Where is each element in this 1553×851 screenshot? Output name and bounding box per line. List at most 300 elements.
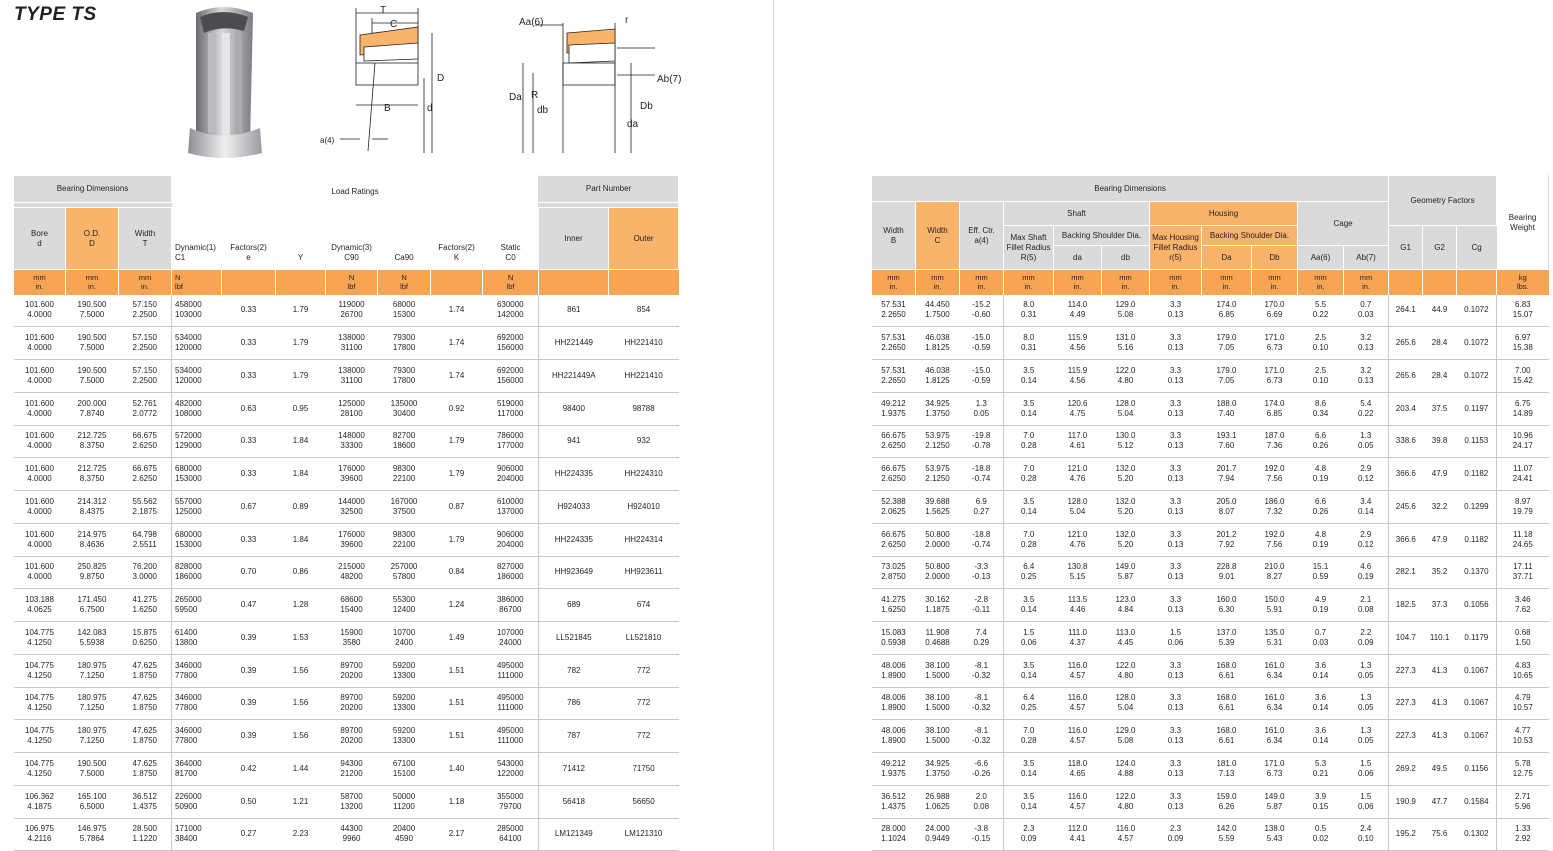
table-cell: 3.3 0.13 [1150,556,1202,589]
table-cell: 1.84 [276,425,326,458]
right-unit-cell: kg lbs. [1497,270,1549,295]
table-cell: 44.450 1.7500 [916,295,960,327]
table-cell: 1.56 [276,654,326,687]
table-cell: 114.0 4.49 [1054,295,1102,327]
col-bore: Bore d [14,208,66,270]
table-cell: 190.500 7.5000 [66,360,119,393]
table-cell: 4.8 0.19 [1298,458,1344,491]
table-cell: 47.625 1.8750 [119,654,172,687]
table-cell: 0.1072 [1457,295,1497,327]
table-cell: 41.275 1.6250 [872,589,916,622]
table-cell: LM121310 [609,818,679,851]
table-cell: 0.7 0.03 [1298,622,1344,655]
table-cell: HH221449A [539,360,609,393]
table-cell: 201.2 7.92 [1202,523,1252,556]
table-cell: 59200 13300 [378,687,431,720]
table-cell: 101.600 4.0000 [14,392,66,425]
table-cell: 0.1156 [1457,753,1497,786]
table-cell: 3.3 0.13 [1150,392,1202,425]
table-cell: 0.33 [222,360,276,393]
table-cell: 1.84 [276,458,326,491]
table-cell: 8.6 0.34 [1298,392,1344,425]
col-max-shaft-fillet: Max Shaft Fillet Radius R(5) [1004,226,1054,270]
table-cell: 59200 13300 [378,720,431,753]
table-cell: 55.562 2.1875 [119,491,172,524]
table-cell: 3.3 0.13 [1150,589,1202,622]
table-row [14,687,679,720]
table-cell: 3.46 7.62 [1497,589,1549,622]
right-spec-table [871,175,1549,851]
table-cell: 128.0 5.04 [1102,687,1150,720]
table-cell: 167000 37500 [378,491,431,524]
table-cell: 128.0 5.04 [1102,392,1150,425]
table-cell: 68000 15300 [378,295,431,327]
table-cell: 36.512 1.4375 [119,785,172,818]
table-cell: 67100 15100 [378,753,431,786]
table-cell: 53.975 2.1250 [916,458,960,491]
table-cell: 116.0 4.57 [1102,818,1150,851]
table-cell: 122.0 4.80 [1102,360,1150,393]
label-d: d [427,103,433,114]
table-cell: 5.78 12.75 [1497,753,1549,786]
table-cell: 8.0 0.31 [1004,327,1054,360]
table-cell: 160.0 6.30 [1202,589,1252,622]
table-cell: 144000 32500 [326,491,378,524]
label-Da: Da [509,92,522,103]
col-Db-housing: Db [1252,246,1298,270]
table-cell: 44300 9960 [326,818,378,851]
header-cage: Cage [1298,202,1389,246]
table-cell: 7.0 0.28 [1004,720,1054,753]
table-cell: 1.74 [431,327,483,360]
table-cell: 495000 111000 [483,654,539,687]
table-cell: 57.150 2.2500 [119,327,172,360]
right-unit-cell: mm in. [916,270,960,295]
table-cell: 338.6 [1389,425,1423,458]
left-unit-cell [431,270,483,295]
table-cell: 1.40 [431,753,483,786]
table-cell: 2.4 0.10 [1344,818,1389,851]
table-cell: 4.6 0.19 [1344,556,1389,589]
table-row [872,425,1549,458]
table-cell: 458000 103000 [172,295,222,327]
label-r: r [625,15,629,26]
table-cell: 47.625 1.8750 [119,687,172,720]
right-unit-cell [1389,270,1423,295]
col-Da-housing: Da [1202,246,1252,270]
table-cell: 3.3 0.13 [1150,360,1202,393]
table-cell: 15.875 0.6250 [119,622,172,655]
table-cell: 205.0 8.07 [1202,491,1252,524]
table-cell: 2.23 [276,818,326,851]
table-cell: 123.0 4.84 [1102,589,1150,622]
table-cell: 3.3 0.13 [1150,720,1202,753]
table-cell: 132.0 5.20 [1102,491,1150,524]
table-cell: 212.725 8.3750 [66,458,119,491]
table-cell: 104.775 4.1250 [14,622,66,655]
table-cell: HH221410 [609,327,679,360]
table-cell: 366.6 [1389,458,1423,491]
table-cell: 20400 4590 [378,818,431,851]
table-cell: 192.0 7.56 [1252,523,1298,556]
table-cell: 50000 11200 [378,785,431,818]
table-cell: 115.9 4.56 [1054,360,1102,393]
table-cell: 41.3 [1423,720,1457,753]
table-cell: 7.00 15.42 [1497,360,1549,393]
table-cell: 5.5 0.22 [1298,295,1344,327]
header-geometry-factors: Geometry Factors [1389,176,1497,226]
table-cell: 786 [539,687,609,720]
table-cell: 168.0 6.61 [1202,687,1252,720]
table-cell: 772 [609,687,679,720]
table-cell: 104.7 [1389,622,1423,655]
table-cell: -8.1 -0.32 [960,720,1004,753]
table-cell: 6.9 0.27 [960,491,1004,524]
table-cell: 227.3 [1389,687,1423,720]
table-cell: 159.0 6.26 [1202,785,1252,818]
table-cell: 0.1370 [1457,556,1497,589]
col-dynamic-c1: Dynamic(1) C1 [172,208,222,270]
table-cell: 0.1182 [1457,523,1497,556]
table-cell: 66.675 2.6250 [872,523,916,556]
table-cell: 1.53 [276,622,326,655]
table-cell: 89700 20200 [326,687,378,720]
table-cell: 181.0 7.13 [1202,753,1252,786]
cross-section-drawing-left [320,3,450,158]
table-cell: 1.3 0.05 [1344,654,1389,687]
col-factor-y: Y [276,208,326,270]
table-cell: 57.150 2.2500 [119,295,172,327]
table-cell: 772 [609,654,679,687]
table-cell: 131.0 5.16 [1102,327,1150,360]
table-cell: 28.000 1.1024 [872,818,916,851]
table-cell: -19.8 -0.78 [960,425,1004,458]
table-cell: 119000 26700 [326,295,378,327]
table-cell: 146.975 5.7864 [66,818,119,851]
left-unit-cell [276,270,326,295]
table-row [14,425,679,458]
table-cell: 28.4 [1423,360,1457,393]
table-cell: 4.8 0.19 [1298,523,1344,556]
col-backing-shaft: Backing Shoulder Dia. [1054,226,1150,246]
table-cell: -3.3 -0.13 [960,556,1004,589]
table-cell: 171.0 6.73 [1252,753,1298,786]
table-row [14,491,679,524]
table-cell: 519000 117000 [483,392,539,425]
table-cell: 3.5 0.14 [1004,654,1054,687]
table-cell: 534000 120000 [172,327,222,360]
table-cell: 0.95 [276,392,326,425]
table-cell: 355000 79700 [483,785,539,818]
table-cell: 210.0 8.27 [1252,556,1298,589]
table-cell: 226000 50900 [172,785,222,818]
table-cell: 138.0 5.43 [1252,818,1298,851]
table-cell: 1.3 0.05 [1344,720,1389,753]
table-cell: 39.8 [1423,425,1457,458]
table-cell: 692000 156000 [483,327,539,360]
table-cell: 188.0 7.40 [1202,392,1252,425]
table-cell: 176000 39600 [326,523,378,556]
table-row [14,589,679,622]
table-cell: -3.8 -0.15 [960,818,1004,851]
table-cell: 11.07 24.41 [1497,458,1549,491]
table-cell: 107000 24000 [483,622,539,655]
header-load-ratings: Load Ratings [172,176,539,208]
table-cell: 49.212 1.9375 [872,753,916,786]
table-cell: 610000 137000 [483,491,539,524]
table-cell: 38.100 1.5000 [916,687,960,720]
table-cell: 125000 28100 [326,392,378,425]
table-cell: 782 [539,654,609,687]
table-cell: 186.0 7.32 [1252,491,1298,524]
table-cell: 89700 20200 [326,720,378,753]
table-cell: 0.1072 [1457,327,1497,360]
table-cell: 121.0 4.76 [1054,523,1102,556]
table-cell: 3.3 0.13 [1150,327,1202,360]
table-cell: 214.312 8.4375 [66,491,119,524]
left-unit-cell: mm in. [66,270,119,295]
table-cell: 0.39 [222,654,276,687]
table-cell: 0.1182 [1457,458,1497,491]
table-cell: 2.9 0.12 [1344,523,1389,556]
table-cell: 228.8 9.01 [1202,556,1252,589]
table-cell: 132.0 5.20 [1102,458,1150,491]
table-row [872,523,1549,556]
table-cell: 98788 [609,392,679,425]
table-cell: 3.9 0.15 [1298,785,1344,818]
table-cell: 3.6 0.14 [1298,720,1344,753]
table-cell: 0.33 [222,295,276,327]
table-cell: 6.97 15.38 [1497,327,1549,360]
table-row [14,523,679,556]
table-cell: 265.6 [1389,360,1423,393]
table-cell: 495000 111000 [483,687,539,720]
table-cell: 104.775 4.1250 [14,654,66,687]
table-cell: 0.1197 [1457,392,1497,425]
table-cell: 116.0 4.57 [1054,720,1102,753]
label-Aa: Aa(6) [519,17,544,28]
table-cell: 7.4 0.29 [960,622,1004,655]
table-cell: 1.51 [431,687,483,720]
table-cell: 1.3 0.05 [960,392,1004,425]
table-cell: 215000 48200 [326,556,378,589]
table-cell: 1.24 [431,589,483,622]
left-spec-table [13,175,679,851]
table-cell: 3.3 0.13 [1150,654,1202,687]
table-cell: 106.362 4.1875 [14,785,66,818]
table-cell: 170.0 6.69 [1252,295,1298,327]
table-cell: 0.86 [276,556,326,589]
table-row [14,753,679,786]
table-cell: 171.450 6.7500 [66,589,119,622]
table-cell: 0.42 [222,753,276,786]
table-cell: 557000 125000 [172,491,222,524]
table-cell: 47.9 [1423,523,1457,556]
table-cell: 201.7 7.94 [1202,458,1252,491]
table-cell: -6.6 -0.26 [960,753,1004,786]
table-cell: 265000 59500 [172,589,222,622]
table-cell: 73.025 2.8750 [872,556,916,589]
table-row [872,785,1549,818]
table-cell: 1.79 [431,523,483,556]
table-cell: 264.1 [1389,295,1423,327]
table-cell: 15.1 0.59 [1298,556,1344,589]
table-cell: 680000 153000 [172,458,222,491]
table-cell: 7.0 0.28 [1004,458,1054,491]
table-cell: 165.100 6.5000 [66,785,119,818]
table-cell: 1.18 [431,785,483,818]
table-cell: 46.038 1.8125 [916,360,960,393]
table-cell: 190.500 7.5000 [66,295,119,327]
table-cell: 66.675 2.6250 [119,458,172,491]
left-unit-cell: N lbf [378,270,431,295]
right-unit-cell: mm in. [1150,270,1202,295]
table-cell: 2.9 0.12 [1344,458,1389,491]
col-ab: Ab(7) [1344,246,1389,270]
table-cell: HH224335 [539,458,609,491]
table-cell: LL521810 [609,622,679,655]
col-eff-ctr: Eff. Ctr. a(4) [960,202,1004,270]
table-cell: 104.775 4.1250 [14,753,66,786]
table-cell: 1.56 [276,687,326,720]
table-cell: 79300 17800 [378,360,431,393]
table-cell: 346000 77800 [172,687,222,720]
table-cell: 38.100 1.5000 [916,720,960,753]
table-cell: 1.3 0.05 [1344,687,1389,720]
table-cell: 111.0 4.37 [1054,622,1102,655]
table-cell: 1.51 [431,720,483,753]
header-bearing-dimensions: Bearing Dimensions [14,176,172,203]
table-cell: 46.038 1.8125 [916,327,960,360]
header-bearing-dimensions-right: Bearing Dimensions [872,176,1389,202]
right-units-row [872,270,1549,295]
table-cell: 52.388 2.0625 [872,491,916,524]
table-cell: 861 [539,295,609,327]
table-cell: 41.3 [1423,687,1457,720]
table-cell: HH221410 [609,360,679,393]
table-cell: 787 [539,720,609,753]
table-cell: 1.44 [276,753,326,786]
table-cell: 1.79 [276,360,326,393]
col-width: Width T [119,208,172,270]
table-cell: 906000 204000 [483,523,539,556]
table-cell: 200.000 7.8740 [66,392,119,425]
table-row [14,360,679,393]
table-cell: 76.200 3.0000 [119,556,172,589]
table-row [872,622,1549,655]
col-g2: G2 [1423,226,1457,270]
table-cell: 3.3 0.13 [1150,491,1202,524]
table-cell: 0.67 [222,491,276,524]
table-cell: 257000 57800 [378,556,431,589]
table-cell: 3.5 0.14 [1004,360,1054,393]
table-cell: 1.79 [431,458,483,491]
table-cell: 48.006 1.8900 [872,720,916,753]
table-cell: 116.0 4.57 [1054,654,1102,687]
table-cell: -18.8 -0.74 [960,458,1004,491]
col-width-b: Width B [872,202,916,270]
table-cell: 132.0 5.20 [1102,523,1150,556]
table-cell: 828000 186000 [172,556,222,589]
table-cell: 3.5 0.14 [1004,589,1054,622]
table-cell: HH923611 [609,556,679,589]
table-cell: 32.2 [1423,491,1457,524]
table-cell: 0.1067 [1457,687,1497,720]
table-cell: 28.4 [1423,327,1457,360]
col-od: O.D. D [66,208,119,270]
table-cell: 47.625 1.8750 [119,720,172,753]
table-cell: 71412 [539,753,609,786]
table-row [14,327,679,360]
table-cell: 37.3 [1423,589,1457,622]
table-cell: 543000 122000 [483,753,539,786]
table-cell: 3.6 0.14 [1298,654,1344,687]
table-cell: H924010 [609,491,679,524]
table-cell: 24.000 0.9449 [916,818,960,851]
table-row [14,818,679,851]
right-unit-cell: mm in. [1004,270,1054,295]
col-factor-e: Factors(2) e [222,208,276,270]
table-cell: 0.47 [222,589,276,622]
table-cell: 55300 12400 [378,589,431,622]
table-row [872,295,1549,327]
table-cell: 3.3 0.13 [1150,425,1202,458]
table-cell: 179.0 7.05 [1202,327,1252,360]
table-cell: 250.825 9.8750 [66,556,119,589]
table-cell: 135000 30400 [378,392,431,425]
table-cell: 101.600 4.0000 [14,458,66,491]
col-static-c0: Static C0 [483,208,539,270]
table-cell: 193.1 7.60 [1202,425,1252,458]
table-cell: 89700 20200 [326,654,378,687]
table-cell: 0.33 [222,327,276,360]
table-cell: 0.1072 [1457,360,1497,393]
table-cell: LL521845 [539,622,609,655]
table-cell: 6.75 14.89 [1497,392,1549,425]
table-cell: HH221449 [539,327,609,360]
table-cell: 129.0 5.08 [1102,295,1150,327]
left-unit-cell: N lbf [172,270,222,295]
table-cell: 190.500 7.5000 [66,753,119,786]
table-cell: 94300 21200 [326,753,378,786]
table-cell: 0.33 [222,458,276,491]
col-db-shaft: db [1102,246,1150,270]
table-cell: 149.0 5.87 [1102,556,1150,589]
table-cell: 35.2 [1423,556,1457,589]
left-unit-cell [222,270,276,295]
table-cell: 56418 [539,785,609,818]
right-unit-cell: mm in. [1344,270,1389,295]
table-cell: 66.675 2.6250 [872,458,916,491]
table-cell: 36.512 1.4375 [872,785,916,818]
table-cell: 68600 15400 [326,589,378,622]
page-divider [773,0,774,850]
table-cell: 3.4 0.14 [1344,491,1389,524]
table-cell: 101.600 4.0000 [14,360,66,393]
table-cell: 121.0 4.76 [1054,458,1102,491]
table-cell: 4.9 0.19 [1298,589,1344,622]
table-cell: 53.975 2.1250 [916,425,960,458]
table-cell: 101.600 4.0000 [14,556,66,589]
table-cell: 17.11 37.71 [1497,556,1549,589]
col-ca90: Ca90 [378,208,431,270]
table-cell: HH224314 [609,523,679,556]
table-row [872,687,1549,720]
col-aa: Aa(6) [1298,246,1344,270]
table-cell: 115.9 4.56 [1054,327,1102,360]
table-cell: 8.97 19.79 [1497,491,1549,524]
table-cell: 66.675 2.6250 [119,425,172,458]
